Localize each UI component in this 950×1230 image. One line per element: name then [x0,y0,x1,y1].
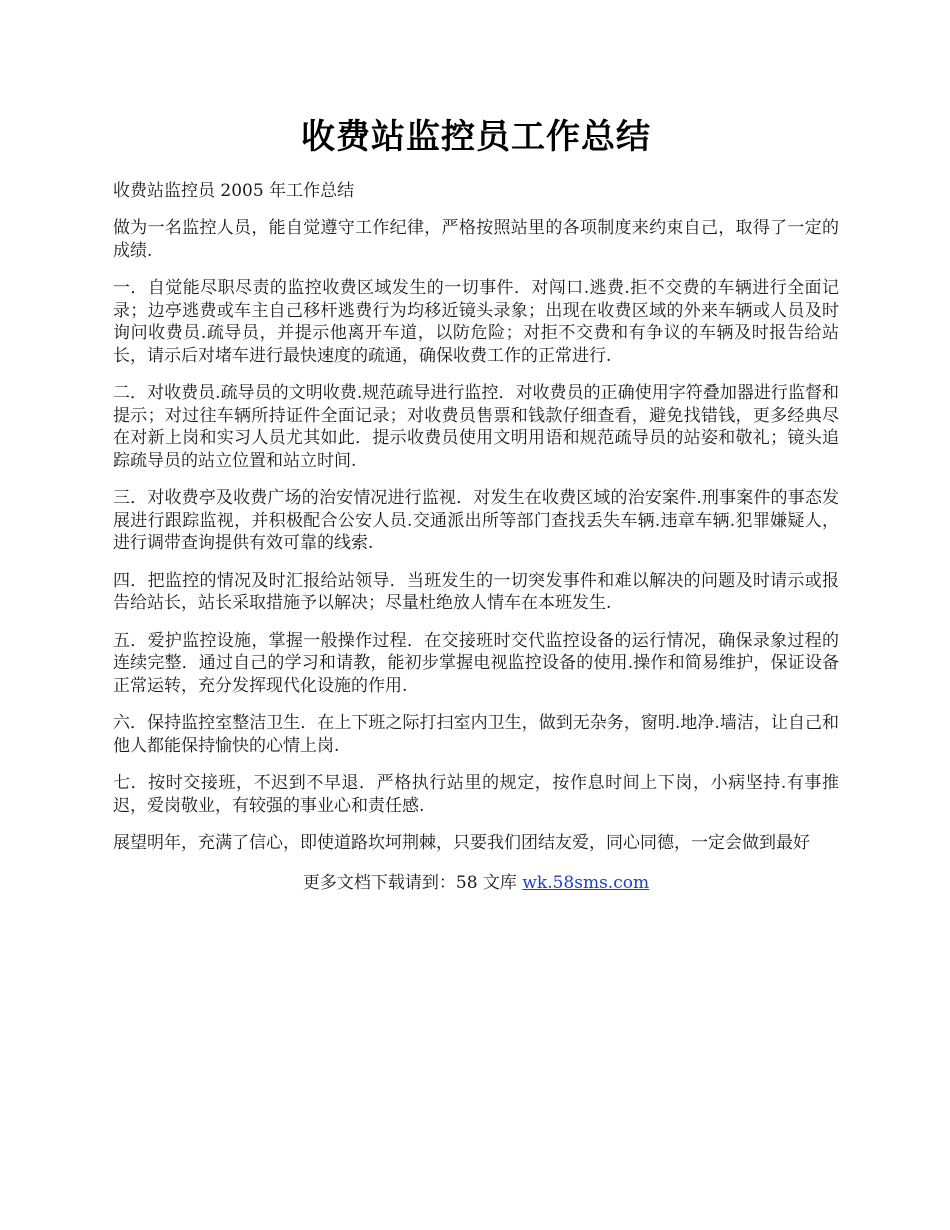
section-5-paragraph: 五．爱护监控设施，掌握一般操作过程．在交接班时交代监控设备的运行情况，确保录象过程的连续完整．通过自己的学习和请教，能初步掌握电视监控设备的使用.操作和简易维护，保证设备正常运转，充分发挥现代化设施的作用. [113,630,839,696]
document-title: 收费站监控员工作总结 [301,117,651,157]
document-page [113,112,839,894]
section-2-paragraph: 二．对收费员.疏导员的文明收费.规范疏导进行监控．对收费员的正确使用字符叠加器进行监督和提示；对过往车辆所持证件全面记录；对收费员售票和钱款仔细查看，避免找错钱，更多经典尽在对新上岗和实习人员尤其如此．提示收费员使用文明用语和规范疏导员的站姿和敬礼；镜头追踪疏导员的站立位置和站立时间. [113,383,839,471]
section-6-paragraph: 六．保持监控室整洁卫生．在上下班之际打扫室内卫生，做到无杂务，窗明.地净.墙洁，让自己和他人都能保持愉快的心情上岗. [113,713,839,756]
download-footer [113,872,839,894]
document-subtitle: 收费站监控员 2005 年工作总结 [113,181,355,201]
section-1-paragraph: 一．自觉能尽职尽责的监控收费区域发生的一切事件．对闯口.逃费.拒不交费的车辆进行全面记录；边亭逃费或车主自己移杆逃费行为均移近镜头录象；出现在收费区域的外来车辆或人员及时询问收费员.疏导员，并提示他离开车道，以防危险；对拒不交费和有争议的车辆及时报告给站长，请示后对堵车进行最快速度的疏通，确保收费工作的正常进行. [113,278,839,366]
closing-paragraph: 展望明年，充满了信心，即使道路坎坷荆棘，只要我们团结友爱，同心同德，一定会做到最好 [113,833,810,853]
intro-paragraph: 做为一名监控人员，能自觉遵守工作纪律，严格按照站里的各项制度来约束自己，取得了一定的成绩. [113,218,839,261]
footer-prefix: 更多文档下载请到：58 文库 [302,872,523,893]
section-3-paragraph: 三．对收费亭及收费广场的治安情况进行监视．对发生在收费区域的治安案件.刑事案件的事态发展进行跟踪监视，并积极配合公安人员.交通派出所等部门查找丢失车辆.违章车辆.犯罪嫌疑人，进行调带查询提供有效可靠的线索. [113,488,839,553]
section-4-paragraph: 四．把监控的情况及时汇报给站领导．当班发生的一切突发事件和难以解决的问题及时请示或报告给站长，站长采取措施予以解决；尽量杜绝放人情车在本班发生. [113,570,839,613]
section-7-paragraph: 七．按时交接班，不迟到不早退．严格执行站里的规定，按作息时间上下岗，小病坚持.有事推迟，爱岗敬业，有较强的事业心和责任感. [113,773,839,816]
footer-link[interactable]: wk.58sms.com [522,872,650,893]
